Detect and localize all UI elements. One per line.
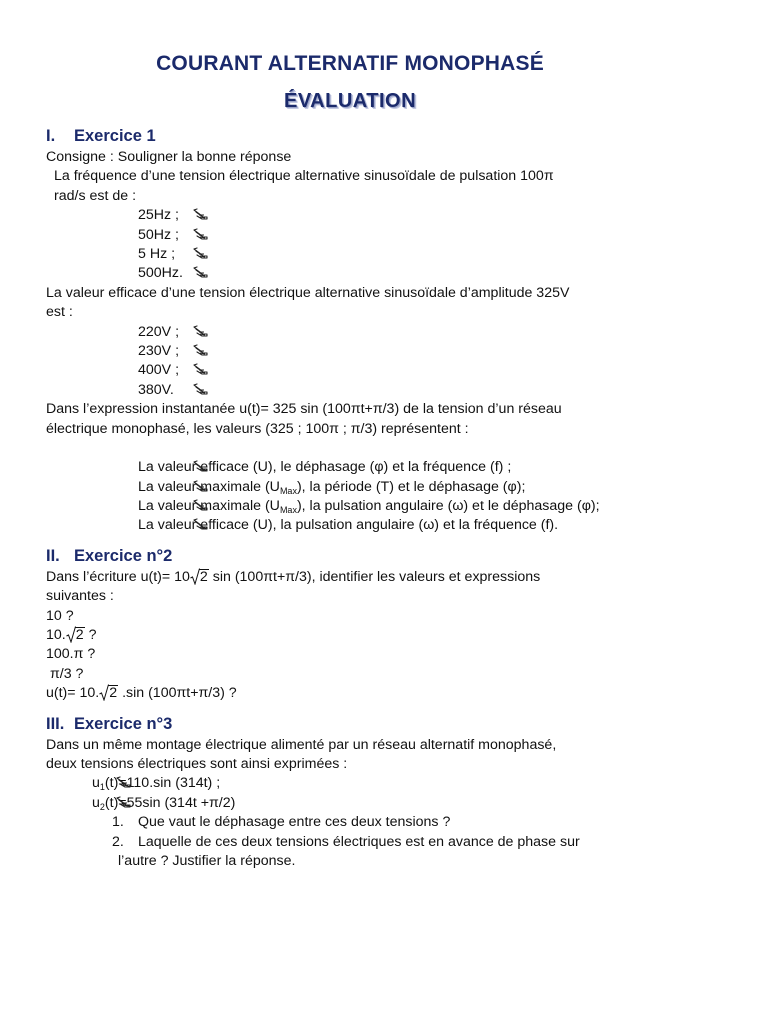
question-text: Dans l’expression instantanée u(t)= 325 sin (100πt+π/3) de la tension d’un réseau xyxy=(46,401,562,418)
list-item: u(t)= 10. 2 .sin (100πt+π/3) ? xyxy=(46,684,726,703)
pointing-hand-icon xyxy=(193,362,209,378)
square-root-symbol: 2 xyxy=(99,684,118,703)
square-root-symbol: 2 xyxy=(66,626,85,645)
question-text: Dans l’écriture u(t)= 10 2 sin (100πt+π/3), identifier les valeurs et expressions xyxy=(46,568,726,587)
instruction-text: Consigne : Souligner la bonne réponse xyxy=(46,149,292,165)
pointing-hand-icon xyxy=(116,775,132,791)
question-text: suivantes : xyxy=(46,588,114,605)
question-text: deux tensions électriques sont ainsi exprimées : xyxy=(46,755,348,772)
answer-option: La valeur maximale $(U_{Max})$, la période (T) et le déphasage (φ); xyxy=(138,478,526,496)
voltage-expressions xyxy=(46,774,726,813)
section-number: I. xyxy=(46,127,56,145)
list-item: π/3 ? xyxy=(50,665,84,682)
list-item: 10. 2 ? xyxy=(46,626,726,645)
section-number: III. xyxy=(46,714,65,733)
pointing-hand-icon xyxy=(193,498,209,514)
section-title: Exercice 1 xyxy=(74,127,156,145)
pointing-hand-icon xyxy=(116,795,132,811)
question-text: rad/s est de : xyxy=(54,187,137,204)
answer-option: 500Hz. xyxy=(138,264,726,283)
pointing-hand-icon xyxy=(193,324,209,340)
answer-option: 230V ; xyxy=(138,342,726,361)
answer-option: La valeur maximale $(U_{Max})$, la pulsation angulaire (ω) et le déphasage (φ); xyxy=(138,497,600,515)
answer-options xyxy=(46,323,726,401)
pointing-hand-icon xyxy=(193,207,209,223)
pointing-hand-icon xyxy=(193,382,209,398)
answer-option: 400V ; xyxy=(138,361,726,380)
exercise-1-heading xyxy=(46,124,726,148)
list-item: 10 ? xyxy=(46,607,74,624)
exercise-2-heading xyxy=(46,544,726,568)
voltage-expression: $u_1(t)=110.\sin$ (314t) ; xyxy=(92,775,221,793)
document-subtitle: ÉVALUATION xyxy=(283,90,417,112)
pointing-hand-icon xyxy=(193,343,209,359)
numbered-question: 1. Que vaut le déphasage entre ces deux tensions ? xyxy=(112,814,451,831)
pointing-hand-icon xyxy=(193,479,209,495)
pointing-hand-icon xyxy=(193,227,209,243)
document-title: COURANT ALTERNATIF MONOPHASÉ xyxy=(156,52,544,75)
list-item: 100.π ? xyxy=(46,646,96,663)
answer-option: 380V. xyxy=(138,381,726,400)
question-text: La fréquence d’une tension électrique alternative sinusoïdale de pulsation 100π xyxy=(54,168,554,185)
section-title: Exercice n°3 xyxy=(74,714,173,733)
answer-options xyxy=(46,206,726,284)
question-text: est : xyxy=(46,304,73,321)
square-root-symbol: 2 xyxy=(190,568,209,587)
question-continuation: l’autre ? Justifier la réponse. xyxy=(118,853,296,869)
question-text: électrique monophasé, les valeurs (325 ; 100π ; π/3) représentent : xyxy=(46,420,469,437)
question-list xyxy=(46,813,726,852)
pointing-hand-icon xyxy=(193,265,209,281)
section-number: II. xyxy=(46,546,60,565)
answer-options xyxy=(46,458,726,536)
exercise-3-heading xyxy=(46,712,726,736)
pointing-hand-icon xyxy=(193,517,209,533)
answer-option: 25Hz ; xyxy=(138,206,726,225)
pointing-hand-icon xyxy=(193,246,209,262)
question-text: La valeur efficace d’une tension électrique alternative sinusoïdale d’amplitude 325V xyxy=(46,284,570,301)
question-text: Dans un même montage électrique alimenté par un réseau alternatif monophasé, xyxy=(46,736,557,753)
answer-option: La valeur efficace (U), le déphasage (φ) et la fréquence (f) ; xyxy=(138,459,512,476)
numbered-question: 2. Laquelle de ces deux tensions électriques est en avance de phase sur xyxy=(112,833,580,850)
answer-option: 50Hz ; xyxy=(138,226,726,245)
answer-option: La valeur efficace (U), la pulsation angulaire (ω) et la fréquence (f). xyxy=(138,517,559,534)
document-body xyxy=(46,124,726,871)
voltage-expression: $u_2(t)=55\sin$ (314t +π/2) xyxy=(92,794,236,812)
pointing-hand-icon xyxy=(193,459,209,475)
section-title: Exercice n°2 xyxy=(74,546,173,565)
answer-option: 220V ; xyxy=(138,323,726,342)
answer-option: 5 Hz ; xyxy=(138,245,726,264)
